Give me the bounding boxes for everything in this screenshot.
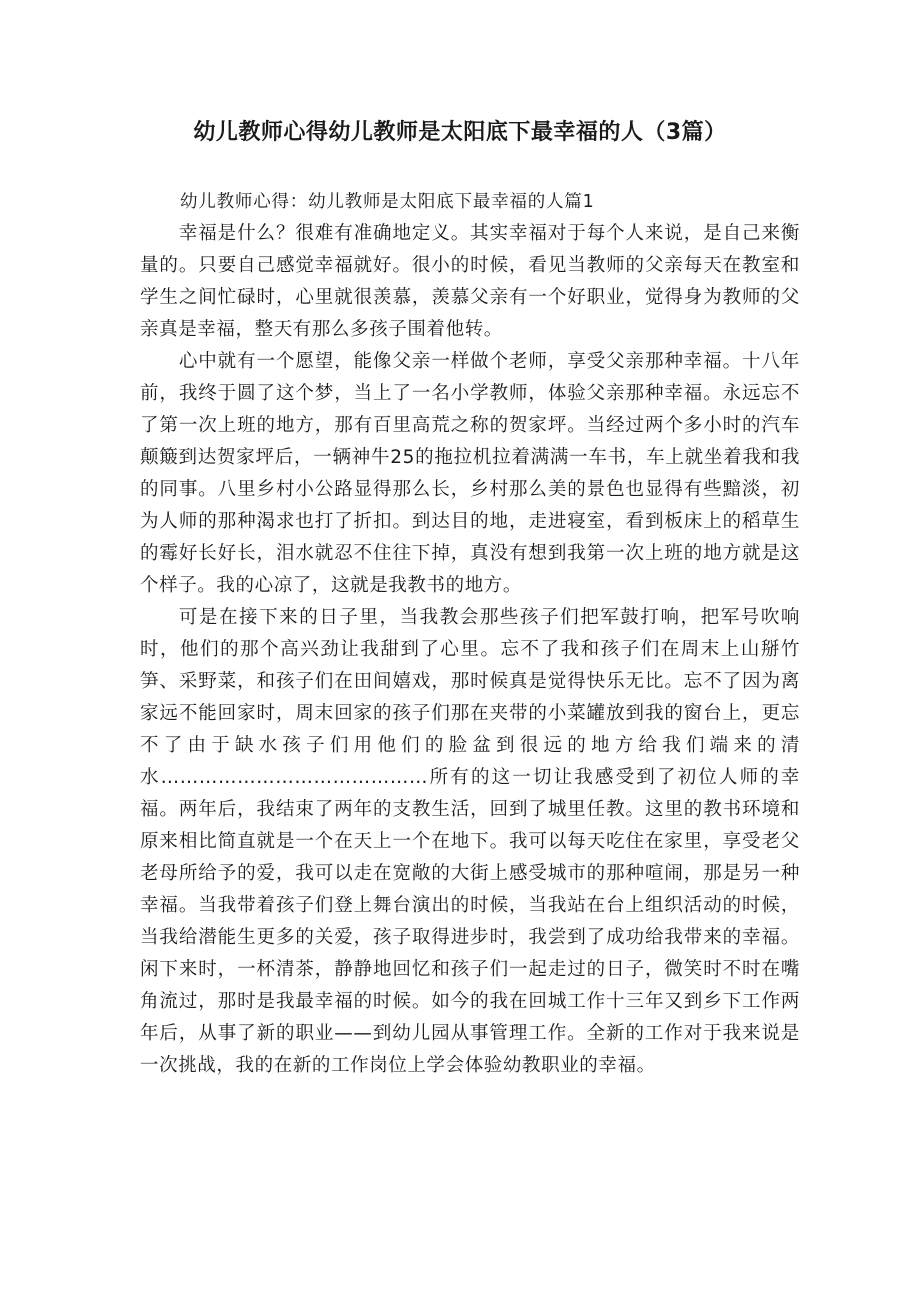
paragraph-1: 幸福是什么？很难有准确地定义。其实幸福对于每个人来说，是自己来衡量的。只要自己感觉幸福就好。很小的时候，看见当教师的父亲每天在教室和学生之间忙碌时，心里就很羡慕，羡慕父亲有一个好职业，觉得身为教师的父亲真是幸福，整天有那么多孩子围着他转。 (140, 223, 800, 340)
document-body (140, 186, 800, 1082)
paragraph-3: 可是在接下来的日子里，当我教会那些孩子们把军鼓打响，把军号吹响时，他们的那个高兴劲让我甜到了心里。忘不了我和孩子们在周末上山掰竹笋、采野菜，和孩子们在田间嬉戏，那时候真是觉得快乐无比。忘不了因为离家远不能回家时，周末回家的孩子们那在夹带的小菜罐放到我的窗台上，更忘不了由于缺水孩子们用他们的脸盆到很远的地方给我们端来的清水……………………………………所有的这一切让我感受到了初位人师的幸福。两年后，我结束了两年的支教生活，回到了城里任教。这里的教书环境和原来相比简直就是一个在天上一个在地下。我可以每天吃住在家里，享受老父老母所给予的爱，我可以走在宽敞的大街上感受城市的那种喧闹，那是另一种幸福。当我带着孩子们登上舞台演出的时候，当我站在台上组织活动的时候，当我给潜能生更多的关爱，孩子取得进步时，我尝到了成功给我带来的幸福。闲下来时，一杯清茶，静静地回忆和孩子们一起走过的日子，微笑时不时在嘴角流过，那时是我最幸福的时候。如今的我在回城工作十三年又到乡下工作两年后，从事了新的职业——到幼儿园从事管理工作。全新的工作对于我来说是一次挑战，我的在新的工作岗位上学会体验幼教职业的幸福。 (140, 607, 800, 1076)
section-heading: 幼儿教师心得：幼儿教师是太阳底下最幸福的人篇1 (180, 192, 595, 212)
document-title: 幼儿教师心得幼儿教师是太阳底下最幸福的人（3篇） (193, 120, 727, 145)
paragraph-2: 心中就有一个愿望，能像父亲一样做个老师，享受父亲那种幸福。十八年前，我终于圆了这个梦，当上了一名小学教师，体验父亲那种幸福。永远忘不了第一次上班的地方，那有百里高荒之称的贺家坪。当经过两个多小时的汽车颠簸到达贺家坪后，一辆神牛25的拖拉机拉着满满一车书，车上就坐着我和我的同事。八里乡村小公路显得那么长，乡村那么美的景色也显得有些黯淡，初为人师的那种渴求也打了折扣。到达目的地，走进寝室，看到板床上的稻草生的霉好长好长，泪水就忍不住往下掉，真没有想到我第一次上班的地方就是这个样子。我的心凉了，这就是我教书的地方。 (140, 351, 800, 596)
